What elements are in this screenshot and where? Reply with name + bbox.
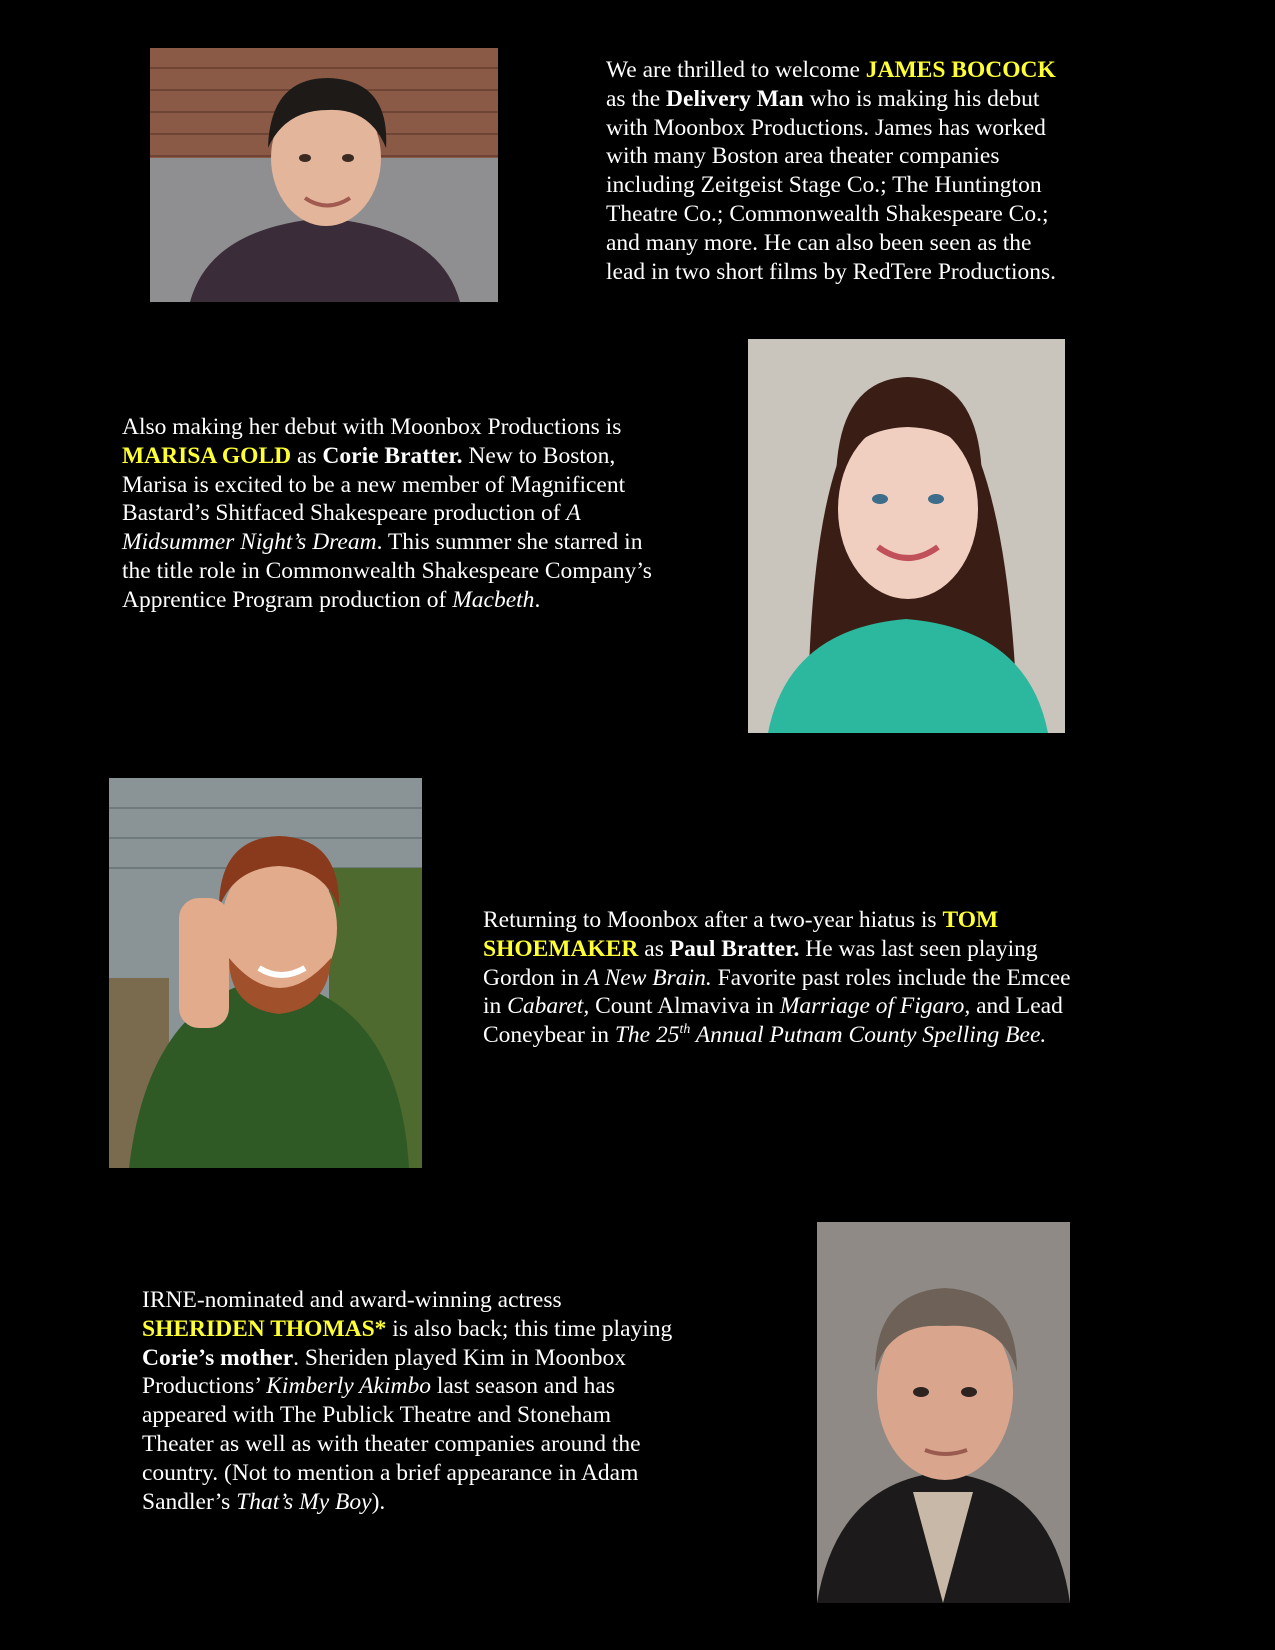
bio-line: appeared with The Publick Theatre and Stoneham: [142, 1402, 611, 1429]
role-name: Paul Bratter.: [669, 935, 800, 962]
bio-line: Midsummer Night’s Dream. This summer she starred in: [122, 529, 643, 556]
bio-line: including Zeitgeist Stage Co.; The Huntington: [606, 172, 1042, 199]
role-name: Corie’s mother: [142, 1344, 294, 1371]
bio-line: with many Boston area theater companies: [606, 143, 1000, 170]
bio-line: Theater as well as with theater companies around the: [142, 1430, 641, 1457]
bio-line: SHOEMAKER as Paul Bratter. He was last seen playing: [483, 935, 1038, 962]
bio-line: Theatre Co.; Commonwealth Shakespeare Co.;: [606, 200, 1049, 227]
actor-name: TOM: [942, 907, 999, 933]
bio-line: Apprentice Program production of Macbeth.: [122, 586, 541, 613]
bio-line: with Moonbox Productions. James has worked: [606, 114, 1046, 141]
bio-line: the title role in Commonwealth Shakespeare Company’s: [122, 557, 652, 584]
photo-tom-shoemaker: [109, 778, 422, 1168]
bio-line: Returning to Moonbox after a two-year hiatus is TOM: [483, 907, 999, 933]
photo-james-bocock: [150, 48, 498, 302]
actor-name: MARISA GOLD: [122, 442, 292, 469]
role-name: Corie Bratter.: [322, 442, 463, 469]
bio-line: and many more. He can also been seen as the: [606, 229, 1032, 256]
actor-name: SHERIDEN THOMAS*: [142, 1315, 387, 1342]
bio-line: Corie’s mother. Sheriden played Kim in Moonbox: [142, 1344, 627, 1371]
bio-line: Marisa is excited to be a new member of Magnificent: [122, 471, 626, 498]
photo-sheriden-thomas: [817, 1222, 1070, 1603]
bio-line: Also making her debut with Moonbox Productions is: [122, 414, 622, 440]
bio-line: as the Delivery Man who is making his debut: [606, 85, 1040, 112]
bio-james-bocock: [606, 56, 1056, 286]
bio-line: Coneybear in The 25th Annual Putnam County Spelling Bee.: [483, 1022, 1047, 1049]
role-name: Delivery Man: [666, 85, 804, 112]
photo-marisa-gold: [748, 339, 1065, 733]
bio-line: Bastard’s Shitfaced Shakespeare production of A: [122, 500, 581, 527]
bio-line: IRNE-nominated and award-winning actress: [142, 1287, 562, 1313]
bio-line: Productions’ Kimberly Akimbo last season and has: [142, 1373, 615, 1400]
bio-line: Sandler’s That’s My Boy).: [142, 1488, 386, 1515]
bio-line: country. (Not to mention a brief appearance in Adam: [142, 1459, 639, 1486]
bio-line: MARISA GOLD as Corie Bratter. New to Boston,: [122, 442, 616, 469]
bio-sheriden-thomas: [142, 1286, 672, 1516]
bio-line: in Cabaret, Count Almaviva in Marriage of Figaro, and Lead: [483, 993, 1063, 1020]
bio-tom-shoemaker: [483, 906, 1071, 1050]
actor-name: SHOEMAKER: [483, 935, 639, 962]
bio-marisa-gold: [122, 413, 652, 615]
bio-line: SHERIDEN THOMAS* is also back; this time playing: [142, 1315, 673, 1342]
bio-line: Gordon in A New Brain. Favorite past roles include the Emcee: [483, 964, 1071, 991]
actor-name: JAMES BOCOCK: [865, 57, 1056, 83]
bio-line: lead in two short films by RedTere Productions.: [606, 258, 1057, 285]
bio-line: We are thrilled to welcome JAMES BOCOCK: [606, 57, 1056, 83]
